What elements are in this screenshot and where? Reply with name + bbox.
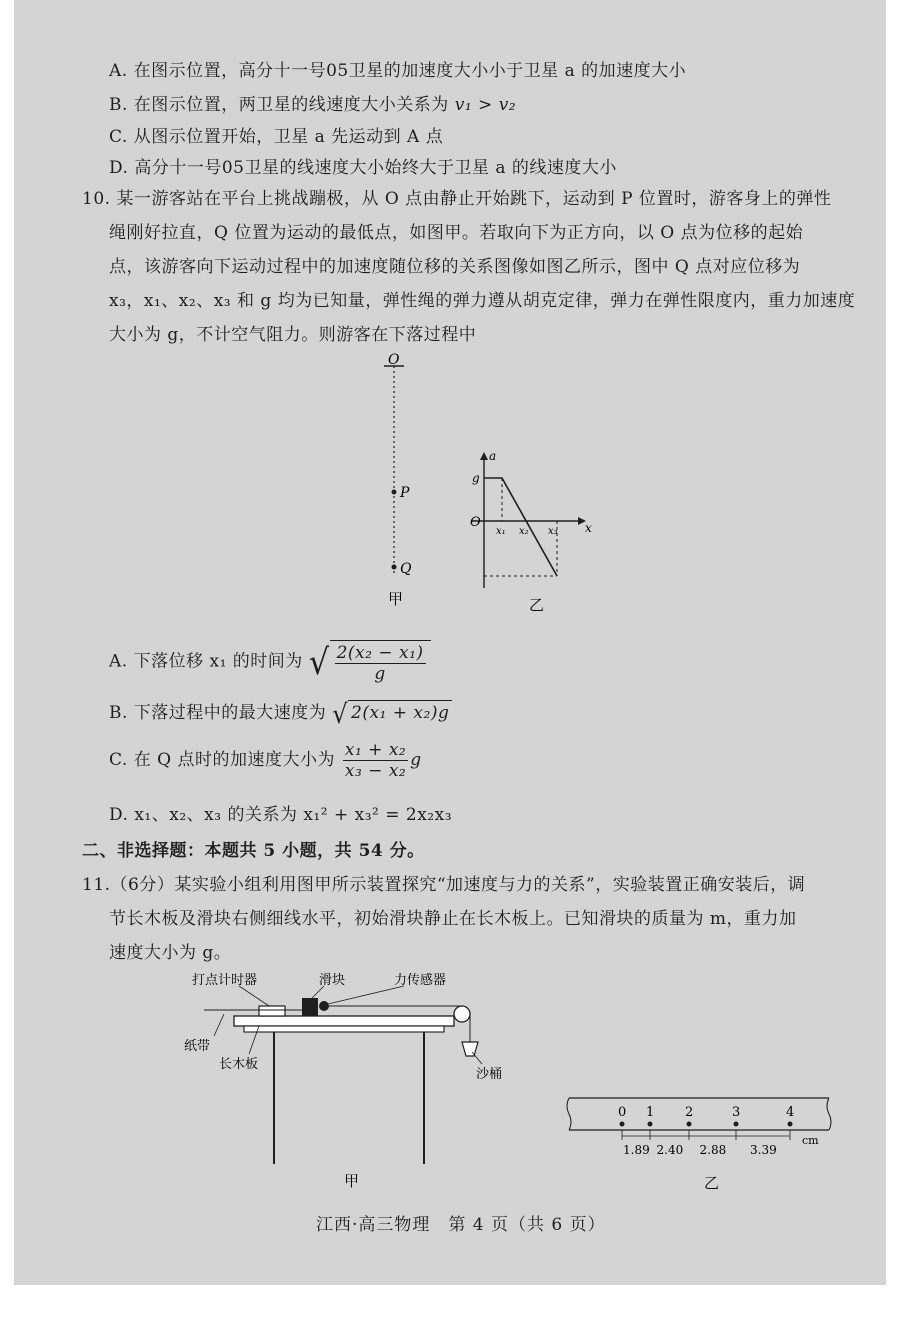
tape-point-dot: [648, 1122, 653, 1127]
bottom-margin: [0, 1285, 900, 1325]
label-g: g: [472, 471, 480, 485]
tape-point-label: 0: [618, 1105, 627, 1120]
pulley: [454, 1006, 470, 1022]
tape-gap-label: 2.40: [656, 1143, 684, 1157]
q9-option-a: A. 在图示位置，高分十一号05卫星的加速度大小小于卫星 a 的加速度大小: [109, 61, 687, 81]
label-bucket: 沙桶: [476, 1067, 503, 1082]
caption-jia: 甲: [344, 1172, 360, 1190]
q11-stem-line-1: 11.（6分）某实验小组利用图甲所示装置探究“加速度与力的关系”，实验装置正确安装后，调: [82, 875, 806, 895]
q10-figure-yi: [464, 448, 604, 618]
exam-page: [14, 0, 886, 1285]
q11-stem-line-2: 节长木板及滑块右侧细线水平，初始滑块静止在长木板上。已知滑块的质量为 m，重力加: [109, 909, 797, 929]
sand-bucket: [462, 1042, 478, 1056]
label-o: O: [388, 352, 400, 368]
sensor-leader: [328, 986, 404, 1004]
timer-device: [259, 1006, 285, 1016]
label-x1: x₁: [496, 526, 506, 537]
label-timer: 打点计时器: [192, 973, 258, 988]
q9-option-b: B. 在图示位置，两卫星的线速度大小关系为 v₁ > v₂: [109, 95, 517, 115]
q11-stem-line-3: 速度大小为 g。: [109, 943, 232, 963]
tape-gap-label: 1.89: [623, 1143, 650, 1157]
long-board: [234, 1016, 454, 1026]
timer-leader: [239, 986, 269, 1006]
label-x: x: [585, 521, 592, 535]
tape-right-end: [827, 1098, 831, 1130]
a-axis-arrow: [480, 452, 488, 460]
q10-stem-line-4: x₃，x₁、x₂、x₃ 和 g 均为已知量，弹性绳的弹力遵从胡克定律，弹力在弹性限度内，重力加速度: [109, 291, 856, 311]
tape-gap-label: 2.88: [699, 1143, 727, 1157]
q10-stem-line-3: 点，该游客向下运动过程中的加速度随位移的关系图像如图乙所示，图中 Q 点对应位移为: [109, 257, 801, 277]
table-top: [244, 1026, 444, 1032]
page-footer: 江西·高三物理 第 4 页（共 6 页）: [316, 1215, 606, 1235]
tape-leader: [214, 1014, 224, 1036]
q10-stem-line-1: 10. 某一游客站在平台上挑战蹦极，从 O 点由静止开始跳下，运动到 P 位置时，游客身上的弹性: [82, 189, 832, 209]
q9-option-c: C. 从图示位置开始，卫星 a 先运动到 A 点: [109, 127, 444, 147]
tape-point-dot: [620, 1122, 625, 1127]
section-2-heading: 二、非选择题：本题共 5 小题，共 54 分。: [82, 841, 425, 861]
tape-left-end: [567, 1098, 571, 1130]
caption-yi: 乙: [529, 596, 545, 614]
label-q: Q: [400, 561, 412, 577]
slider-block: [302, 998, 318, 1016]
tape-point-label: 3: [732, 1105, 741, 1120]
label-x2: x₂: [519, 526, 529, 537]
force-sensor: [319, 1001, 329, 1011]
tape-point-label: 1: [646, 1105, 655, 1120]
label-unit: cm: [802, 1134, 819, 1147]
label-a: a: [489, 449, 497, 463]
tape-gap-label: 3.39: [750, 1143, 777, 1157]
caption-yi: 乙: [704, 1174, 720, 1192]
bucket-leader: [472, 1052, 482, 1064]
q10-stem-line-2: 绳刚好拉直，Q 位置为运动的最低点，如图甲。若取向下为正方向，以 O 点为位移的起始: [109, 223, 804, 243]
label-board: 长木板: [219, 1057, 259, 1072]
tape-point-dot: [788, 1122, 793, 1127]
q11-figure-jia: [164, 964, 504, 1194]
caption-jia: 甲: [388, 590, 404, 608]
label-x3: x₃: [548, 526, 558, 537]
tape-point-dot: [734, 1122, 739, 1127]
tape-point-dot: [687, 1122, 692, 1127]
q10-option-c: C. 在 Q 点时的加速度大小为 $\frac{\text{x₁ + x₂}}{\text{x₃ − x₂}}$ g: [109, 740, 422, 781]
q9-option-d: D. 高分十一号05卫星的线速度大小始终大于卫星 a 的线速度大小: [109, 158, 617, 178]
label-slider: 滑块: [319, 973, 346, 988]
label-sensor: 力传感器: [394, 973, 447, 988]
label-p: P: [400, 485, 410, 501]
q10-option-b: B. 下落过程中的最大速度为 √ 2(x₁ + x₂)g: [109, 698, 452, 728]
label-tape: 纸带: [184, 1039, 211, 1054]
point-p: [392, 490, 397, 495]
q10-option-d: D. x₁、x₂、x₃ 的关系为 x₁² + x₃² = 2x₂x₃: [109, 805, 453, 825]
q10-stem-line-5: 大小为 g，不计空气阻力。则游客在下落过程中: [109, 325, 477, 345]
q10-figure-jia: [374, 352, 434, 612]
q11-figure-yi: [554, 1092, 844, 1196]
tape-point-label: 2: [685, 1105, 694, 1120]
point-q: [392, 565, 397, 570]
tape-point-label: 4: [786, 1105, 795, 1120]
label-o: O: [470, 515, 481, 530]
q10-option-a: A. 下落位移 x₁ 的时间为 √ $\frac{\text{2(x₂ − x₁)}}{g}$: [109, 640, 431, 684]
